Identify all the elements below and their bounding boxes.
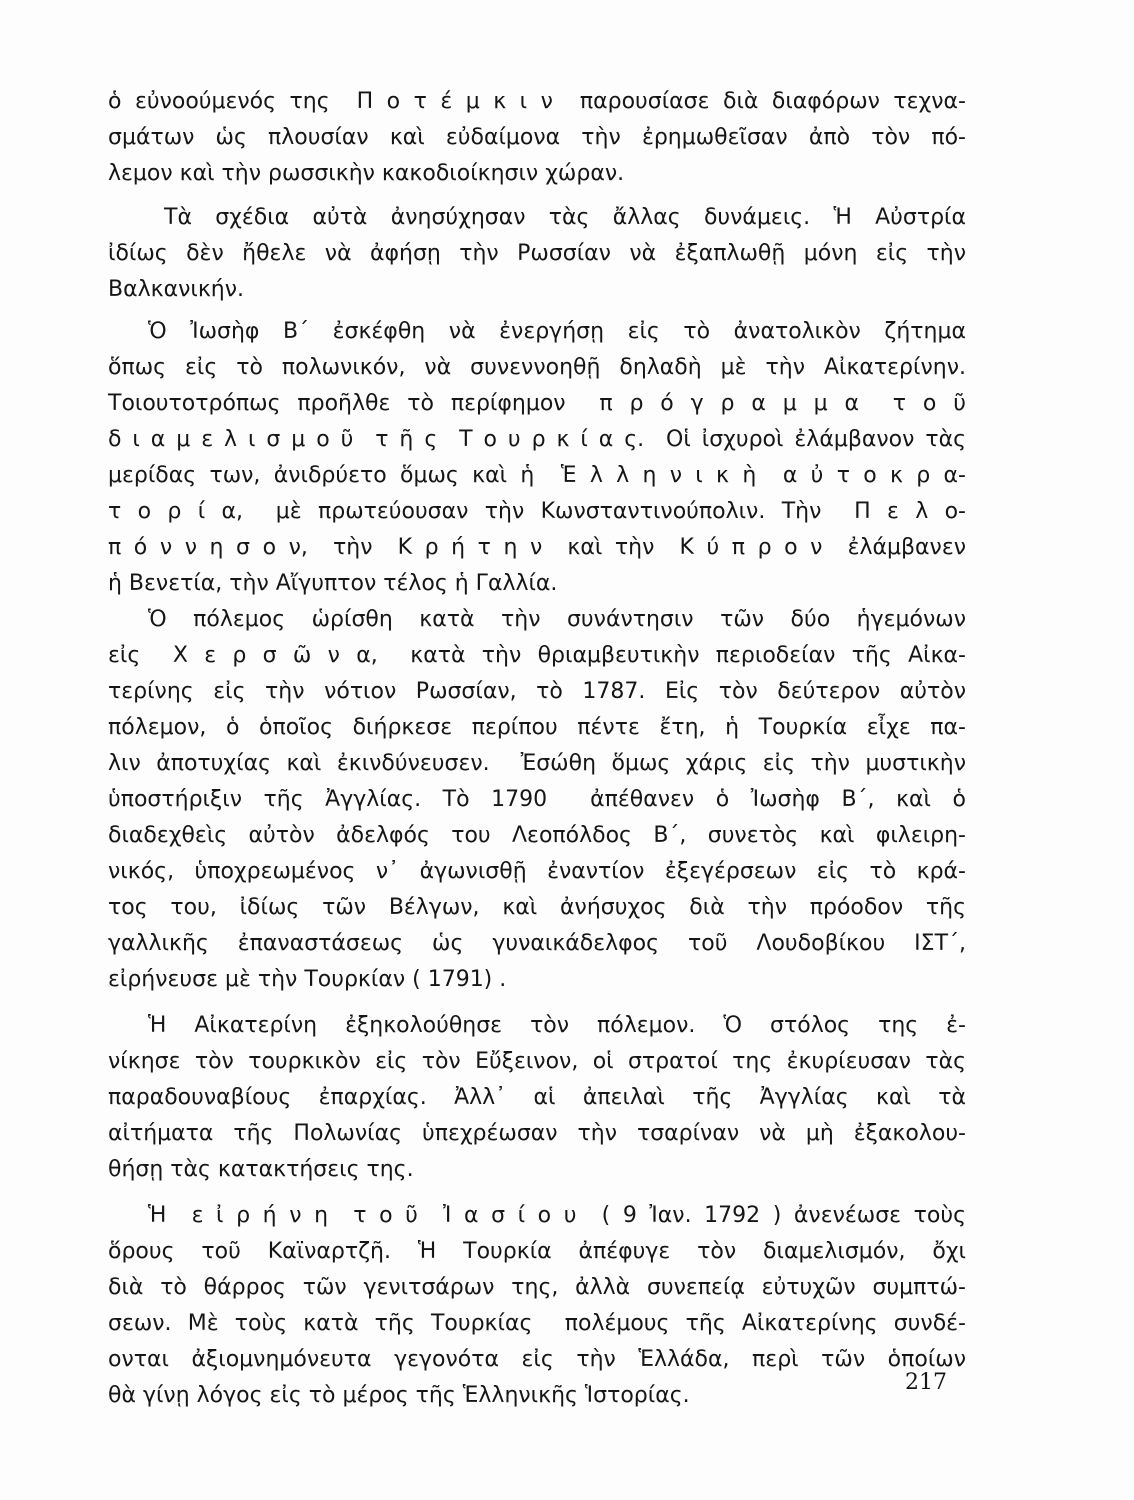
text-line: τ ο ρ ί α, μὲ πρωτεύουσαν τὴν Κωνσταντινούπολιν. Τὴν Π ε λ ο- xyxy=(108,499,966,524)
text-line: εἰρήνευσε μὲ τὴν Τουρκίαν ( 1791) . xyxy=(108,967,507,992)
text-line: ὑποστήριξιν τῆς Ἀγγλίας. Τὸ 1790 ἀπέθανεν ὁ Ἰωσὴφ Β΄, καὶ ὁ xyxy=(108,787,966,812)
text-line: Ὁ πόλεμος ὡρίσθη κατὰ τὴν συνάντησιν τῶν δύο ἡγεμόνων xyxy=(148,607,966,632)
text-line: εἰς Χ ε ρ σ ῶ ν α, κατὰ τὴν θριαμβευτικὴν περιοδείαν τῆς Αἰκα- xyxy=(108,643,966,668)
text-line: νίκησε τὸν τουρκικὸν εἰς τὸν Εὔξεινον, οἱ στρατοί της ἐκυρίευσαν τὰς xyxy=(108,1049,966,1074)
text-line: διαδεχθεὶς αὐτὸν ἀδελφός του Λεοπόλδος Β΄, συνετὸς καὶ φιλειρη- xyxy=(108,823,966,848)
text-line: Ἡ Αἰκατερίνη ἐξηκολούθησε τὸν πόλεμον. Ὁ στόλος της ἐ- xyxy=(148,1013,966,1038)
text-line: νικός, ὑποχρεωμένος ν᾿ ἀγωνισθῇ ἐναντίον ἐξεγέρσεων εἰς τὸ κρά- xyxy=(108,859,966,884)
text-line: διὰ τὸ θάρρος τῶν γενιτσάρων της, ἀλλὰ συνεπείᾳ εὐτυχῶν συμπτώ- xyxy=(108,1275,966,1300)
text-line: λεμον καὶ τὴν ρωσσικὴν κακοδιοίκησιν χώραν. xyxy=(108,161,625,186)
text-line: ὅπως εἰς τὸ πολωνικόν, νὰ συνεννοηθῇ δηλαδὴ μὲ τὴν Αἰκατερίνην. xyxy=(108,355,966,380)
text-line: πόλεμον, ὁ ὁποῖος διήρκεσε περίπου πέντε ἔτη, ἡ Τουρκία εἶχε πα- xyxy=(108,715,966,740)
text-line: τερίνης εἰς τὴν νότιον Ρωσσίαν, τὸ 1787. Εἰς τὸν δεύτερον αὐτὸν xyxy=(108,679,966,704)
text-line: ονται ἀξιομνημόνευτα γεγονότα εἰς τὴν Ἑλλάδα, περὶ τῶν ὁποίων xyxy=(108,1347,966,1372)
text-line: γαλλικῆς ἐπαναστάσεως ὡς γυναικάδελφος τοῦ Λουδοβίκου ΙΣΤ΄, xyxy=(108,931,966,956)
text-line: ὅρους τοῦ Καϊναρτζῆ. Ἡ Τουρκία ἀπέφυγε τὸν διαμελισμόν, ὄχι xyxy=(108,1239,966,1264)
text-line: Τοιουτοτρόπως προῆλθε τὸ περίφημον π ρ ό γ ρ α μ μ α τ ο ῦ xyxy=(108,391,966,416)
text-line: ἰδίως δὲν ἤθελε νὰ ἀφήσῃ τὴν Ρωσσίαν νὰ ἐξαπλωθῇ μόνη εἰς τὴν xyxy=(108,241,966,266)
text-line: Ὁ Ἰωσὴφ Β΄ ἐσκέφθη νὰ ἐνεργήσῃ εἰς τὸ ἀνατολικὸν ζήτημα xyxy=(148,319,966,344)
text-line: τος του, ἰδίως τῶν Βέλγων, καὶ ἀνήσυχος διὰ τὴν πρόοδον τῆς xyxy=(108,895,966,920)
text-line: ὁ εὐνοούμενός της Π ο τ έ μ κ ι ν παρουσίασε διὰ διαφόρων τεχνα- xyxy=(108,89,966,114)
text-line: π ό ν ν η σ ο ν, τὴν Κ ρ ή τ η ν καὶ τὴν Κ ύ π ρ ο ν ἐλάμβανεν xyxy=(108,535,966,560)
text-line: θήσῃ τὰς κατακτήσεις της. xyxy=(108,1157,414,1182)
text-line: Βαλκανικήν. xyxy=(108,277,245,302)
text-line: λιν ἀποτυχίας καὶ ἐκινδύνευσεν. Ἐσώθη ὅμως χάρις εἰς τὴν μυστικὴν xyxy=(108,751,966,776)
text-line: σμάτων ὡς πλουσίαν καὶ εὐδαίμονα τὴν ἐρημωθεῖσαν ἀπὸ τὸν πό- xyxy=(108,125,966,150)
text-line: παραδουναβίους ἐπαρχίας. Ἀλλ᾿ αἱ ἀπειλαὶ τῆς Ἀγγλίας καὶ τὰ xyxy=(108,1085,966,1110)
text-line: Ἡ ε ἰ ρ ή ν η τ ο ῦ Ἰ α σ ί ο υ ( 9 Ἰαν. 1792 ) ἀνενέωσε τοὺς xyxy=(148,1203,966,1228)
text-line: Τὰ σχέδια αὐτὰ ἀνησύχησαν τὰς ἄλλας δυνάμεις. Ἡ Αὐστρία xyxy=(164,205,966,230)
text-line: ἡ Βενετία, τὴν Αἴγυπτον τέλος ἡ Γαλλία. xyxy=(108,571,558,596)
text-line: δ ι α μ ε λ ι σ μ ο ῦ τ ῆ ς Τ ο υ ρ κ ί α ς. Οἱ ἰσχυροὶ ἐλάμβανον τὰς xyxy=(108,427,966,452)
text-line: αἰτήματα τῆς Πολωνίας ὑπεχρέωσαν τὴν τσαρίναν νὰ μὴ ἐξακολου- xyxy=(108,1121,966,1146)
page-number: 217 xyxy=(905,1370,947,1395)
text-line: θὰ γίνῃ λόγος εἰς τὸ μέρος τῆς Ἑλληνικῆς Ἱστορίας. xyxy=(108,1383,690,1408)
text-line: μερίδας των, ἀνιδρύετο ὅμως καὶ ἡ Ἑ λ λ η ν ι κ ὴ α ὐ τ ο κ ρ α- xyxy=(108,463,966,488)
text-line: σεων. Μὲ τοὺς κατὰ τῆς Τουρκίας πολέμους τῆς Αἰκατερίνης συνδέ- xyxy=(108,1311,966,1336)
